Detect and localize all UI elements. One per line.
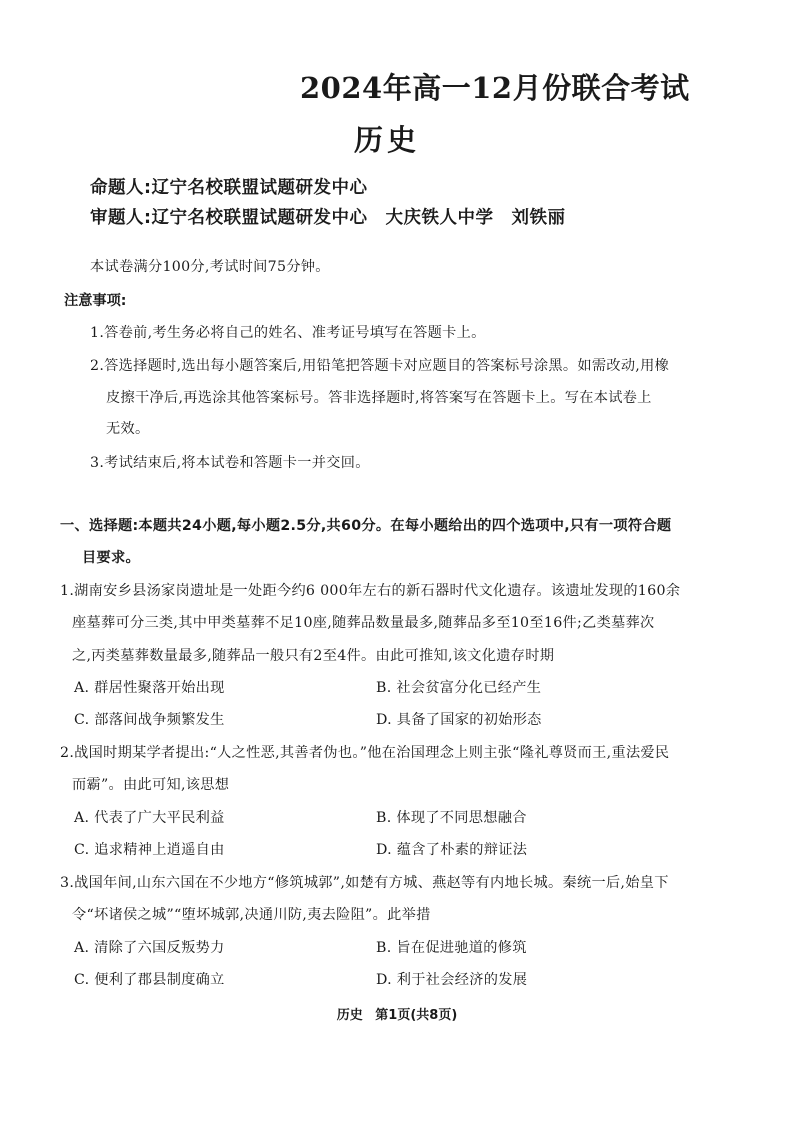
section-heading: 一、选择题:本题共24小题,每小题2.5分,共60分。在每小题给出的四个选项中,只有一项符合题 [60, 518, 672, 534]
question-reviewer: 审题人:辽宁名校联盟试题研发中心 大庆铁人中学 刘铁丽 [90, 208, 566, 228]
section-heading-cont: 目要求。 [82, 550, 140, 566]
q2-stem-line-1: 2.战国时期某学者提出:“人之性恶,其善者伪也。”他在治国理念上则主张“隆礼尊贤而王,重法爱民 [60, 745, 670, 761]
q2-stem-line-2: 而霸”。由此可知,该思想 [72, 777, 230, 793]
exam-intro: 本试卷满分100分,考试时间75分钟。 [90, 259, 330, 275]
page-footer [0, 1004, 794, 1023]
q3-option-b: B. 旨在促进驰道的修筑 [376, 940, 527, 956]
footer-subject: 历史 [336, 1008, 363, 1023]
q3-stem-line-1: 3.战国年间,山东六国在不少地方“修筑城郭”,如楚有方城、燕赵等有内地长城。秦统一后,始皇下 [60, 875, 669, 891]
q1-stem-line-1: 1.湖南安乡县汤家岗遗址是一处距今约6 000年左右的新石器时代文化遗存。该遗址发现的160余 [60, 583, 681, 599]
q1-option-c: C. 部落间战争频繁发生 [74, 712, 225, 728]
q2-option-d: D. 蕴含了朴素的辩证法 [376, 842, 528, 858]
exam-title: 2024年高一12月份联合考试 [300, 71, 690, 105]
question-setter: 命题人:辽宁名校联盟试题研发中心 [90, 178, 368, 198]
footer-page-number: 第1页(共8页) [375, 1008, 458, 1023]
note-1: 1.答卷前,考生务必将自己的姓名、准考证号填写在答题卡上。 [90, 325, 486, 341]
q3-option-a: A. 清除了六国反叛势力 [74, 940, 225, 956]
q3-option-c: C. 便利了郡县制度确立 [74, 972, 225, 988]
subject-title: 历史 [354, 123, 421, 157]
q1-option-a: A. 群居性聚落开始出现 [74, 680, 225, 696]
q2-option-a: A. 代表了广大平民利益 [74, 810, 225, 826]
q1-stem-line-2: 座墓葬可分三类,其中甲类墓葬不足10座,随葬品数量最多,随葬品多至10至16件;乙类墓葬次 [72, 615, 655, 631]
q2-option-c: C. 追求精神上逍遥自由 [74, 842, 225, 858]
q1-option-d: D. 具备了国家的初始形态 [376, 712, 542, 728]
q2-option-b: B. 体现了不同思想融合 [376, 810, 527, 826]
q1-stem-line-3: 之,丙类墓葬数量最多,随葬品一般只有2至4件。由此可推知,该文化遗存时期 [72, 648, 555, 664]
q3-stem-line-2: 令“坏诸侯之城”“堕坏城郭,决通川防,夷去险阻”。此举措 [72, 907, 431, 923]
note-2-line-1: 2.答选择题时,选出每小题答案后,用铅笔把答题卡对应题目的答案标号涂黑。如需改动,用橡 [90, 358, 670, 374]
q3-option-d: D. 利于社会经济的发展 [376, 972, 528, 988]
note-2-line-3: 无效。 [106, 421, 150, 437]
q1-option-b: B. 社会贫富分化已经产生 [376, 680, 542, 696]
note-3: 3.考试结束后,将本试卷和答题卡一并交回。 [90, 455, 370, 471]
note-2-line-2: 皮擦干净后,再选涂其他答案标号。答非选择题时,将答案写在答题卡上。写在本试卷上 [106, 390, 652, 406]
notes-heading: 注意事项: [64, 293, 127, 309]
